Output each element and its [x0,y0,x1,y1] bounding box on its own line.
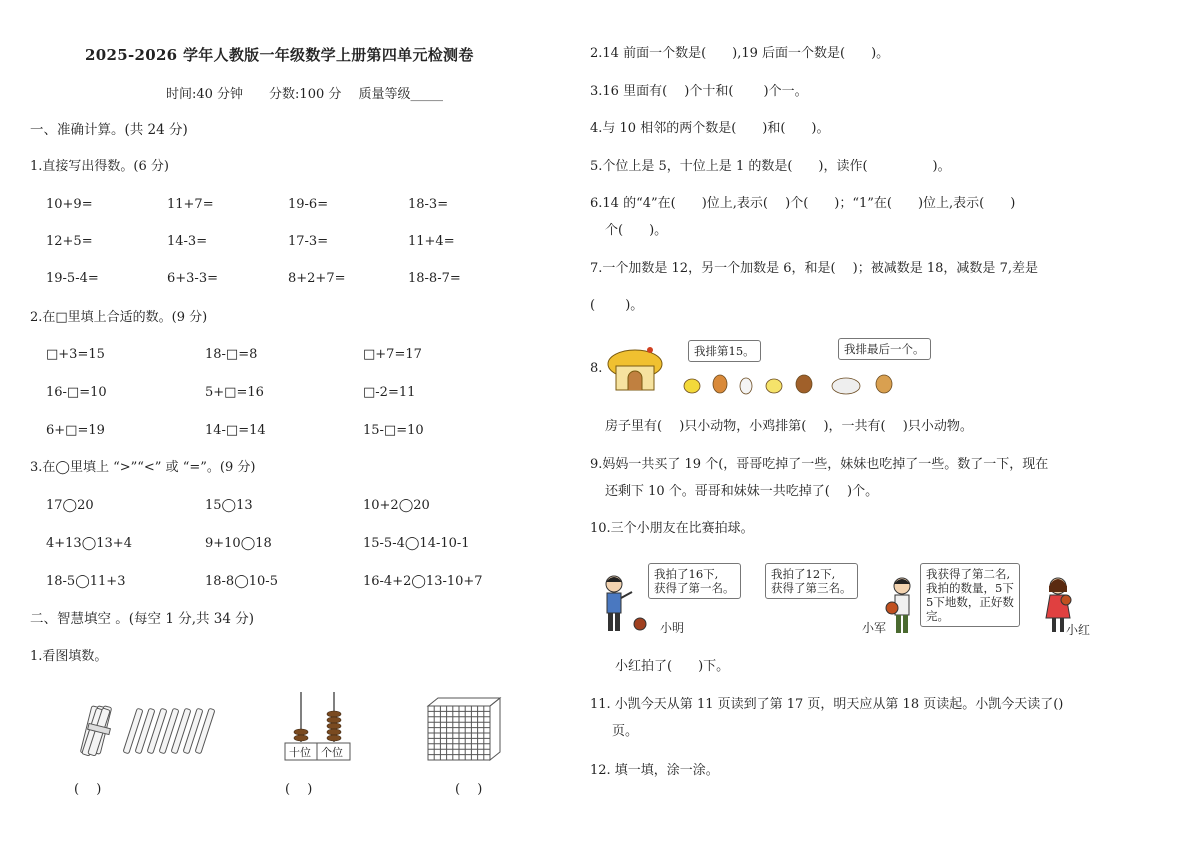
q3-item: 18-8◯10-5 [205,574,278,589]
q1-item: 11+7= [167,197,214,212]
q1-title: 1.直接写出得数。(6 分) [30,159,169,174]
q2-title: 2.在□里填上合适的数。(9 分) [30,310,208,325]
q4-answer-blank[interactable]: ( ) [285,782,313,797]
r-q4: 4.与 10 相邻的两个数是( )和( )。 [590,121,830,136]
r-q3: 3.16 里面有( )个十和( )个一。 [590,84,808,99]
q2-item: 16-□=10 [46,385,107,400]
q10-bubble-3-line2: 我拍的数量，5下 [926,581,1014,595]
exam-meta: 时间:40 分钟 分数:100 分 质量等级_____ [166,87,444,102]
q3-item: 16-4+2◯13-10+7 [363,574,483,589]
r-q12: 12. 填一填，涂一涂。 [590,763,719,778]
q2-item: 15-□=10 [363,423,424,438]
q2-item: 18-□=8 [205,347,258,362]
q10-bubble-3-line3: 5下地数，正好数 [926,595,1014,609]
r-q11-line1: 11. 小凯今天从第 11 页读到了第 17 页，明天应从第 18 页读起。小凯今天读了() [590,697,1064,712]
abacus-tens-label: 十位 [289,746,311,759]
q1-item: 8+2+7= [288,271,346,286]
q1-item: 6+3-3= [167,271,218,286]
q10-bubble-3-line1: 我获得了第二名, [926,567,1011,581]
q3-item: 17◯20 [46,498,94,513]
q10-bubble-2-line2: 获得了第三名。 [771,581,852,595]
r-q6-line2: 个( )。 [605,223,668,238]
q10-bubble-2-line1: 我拍了12下, [771,567,836,581]
q1-item: 18-3= [408,197,449,212]
q3-item: 15◯13 [205,498,253,513]
q2-item: 6+□=19 [46,423,105,438]
boy-xiaoming-icon [598,574,648,636]
r-q8-question: 房子里有( )只小动物，小鸡排第( )，一共有( )只小动物。 [605,419,973,434]
q1-item: 19-6= [288,197,329,212]
animals-row-icon [680,366,900,398]
r-q2: 2.14 前面一个数是( ),19 后面一个数是( )。 [590,46,890,61]
q10-bubble-2 [765,563,858,599]
q8-bubble-2: 我排最后一个。 [838,338,931,360]
q1-item: 17-3= [288,234,329,249]
r-q8-label: 8. [590,361,603,376]
q3-item: 18-5◯11+3 [46,574,126,589]
r-q7-line1: 7.一个加数是 12，另一个加数是 6，和是( )；被减数是 18，减数是 7,差是 [590,261,1038,276]
boy-xiaojun-icon [882,576,922,638]
r-q9-line2: 还剩下 10 个。哥哥和妹妹一共吃掉了( )个。 [605,484,879,499]
q2-item: 14-□=14 [205,423,266,438]
q10-bubble-1-line1: 我拍了16下, [654,567,719,581]
q10-bubble-1 [648,563,741,599]
abacus-ones-label: 个位 [321,746,343,759]
r-q6-line1: 6.14 的“4”在( )位上,表示( )个( )；“1”在( )位上,表示( ) [590,196,1016,211]
r-q9-line1: 9.妈妈一共买了 19 个(，哥哥吃掉了一些，妹妹也吃掉了一些。数了一下，现在 [590,457,1049,472]
q4-answer-blank[interactable]: ( ) [74,782,102,797]
sticks-bundle-icon [78,702,218,762]
q1-item: 14-3= [167,234,208,249]
q4-answer-blank[interactable]: ( ) [455,782,483,797]
r-q11-line2: 页。 [612,724,639,739]
r-q5: 5.个位上是 5，十位上是 1 的数是( )，读作( )。 [590,159,951,174]
q10-bubble-3 [920,563,1020,627]
q3-item: 4+13◯13+4 [46,536,132,551]
name-xiaojun: 小军 [862,621,887,635]
name-xiaohong: 小红 [1066,623,1091,637]
q10-bubble-1-line2: 获得了第一名。 [654,581,735,595]
name-xiaoming: 小明 [660,621,685,635]
q1-item: 12+5= [46,234,93,249]
r-q7-line2: ( )。 [590,298,644,313]
cube-block-icon [424,696,504,764]
q3-item: 15-5-4◯14-10-1 [363,536,470,551]
q2-item: □-2=11 [363,385,416,400]
section-1-heading: 一、准确计算。(共 24 分) [30,122,188,138]
q2-item: □+7=17 [363,347,422,362]
r-q10-question: 小红拍了( )下。 [615,659,730,674]
q1-item: 10+9= [46,197,93,212]
house-icon [606,344,664,394]
q4-title: 1.看图填数。 [30,649,108,664]
r-q10-title: 10.三个小朋友在比赛拍球。 [590,521,754,536]
q2-item: 5+□=16 [205,385,264,400]
q10-bubble-3-line4: 完。 [926,609,949,623]
q3-item: 10+2◯20 [363,498,430,513]
q8-bubble-1: 我排第15。 [688,340,761,362]
q2-item: □+3=15 [46,347,105,362]
q1-item: 11+4= [408,234,455,249]
q3-title: 3.在◯里填上 “>”“<” 或 “=”。(9 分) [30,460,256,475]
q1-item: 19-5-4= [46,271,99,286]
page-title: 2025-2026 学年人教版一年级数学上册第四单元检测卷 [85,46,474,64]
section-2-heading: 二、智慧填空 。(每空 1 分,共 34 分) [30,611,255,627]
q1-item: 18-8-7= [408,271,461,286]
q3-item: 9+10◯18 [205,536,272,551]
